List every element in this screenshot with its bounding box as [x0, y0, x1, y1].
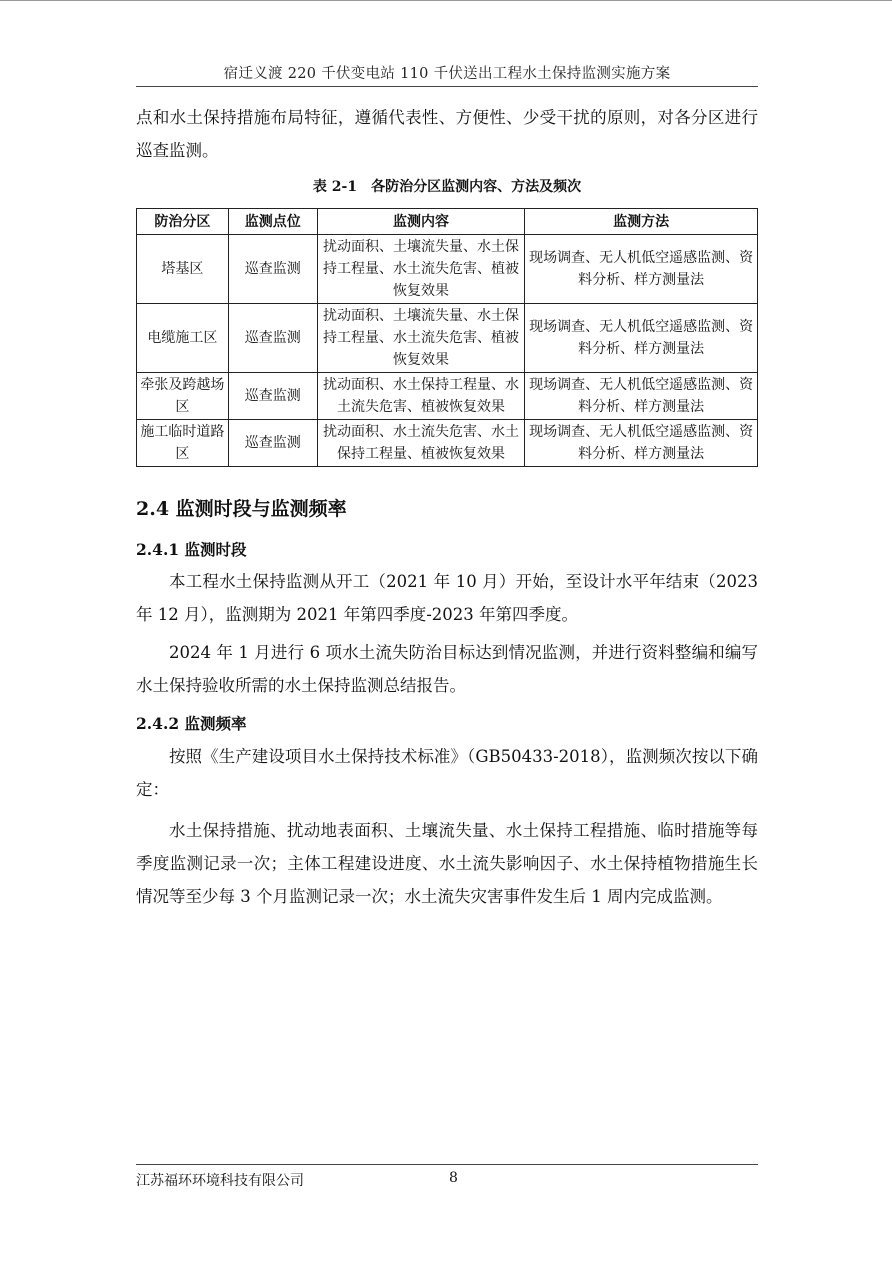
intro-paragraph: 点和水土保持措施布局特征，遵循代表性、方便性、少受干扰的原则，对各分区进行巡查监测。	[136, 108, 758, 160]
cell-zone: 施工临时道路区	[137, 420, 229, 467]
page-number: 8	[449, 1170, 458, 1186]
section-heading-2-4-2: 2.4.2 监测频率	[136, 714, 247, 733]
monitoring-frequency-paragraph-2: 水土保持措施、扰动地表面积、土壤流失量、水土保持工程措施、临时措施等每季度监测记录一次；主体工程建设进度、水土流失影响因子、水土保持植物措施生长情况等至少每 3 个月监测记录一次；水土流失灾害事件发生后 1 周内完成监测。	[136, 821, 758, 906]
table-row	[137, 420, 758, 467]
column-header-content: 监测内容	[317, 209, 525, 235]
footer-company-name: 江苏福环环境科技有限公司	[136, 1173, 304, 1189]
table-row	[137, 235, 758, 304]
table-row	[137, 373, 758, 420]
cell-content: 扰动面积、水土流失危害、水土保持工程量、植被恢复效果	[317, 420, 525, 467]
page-top-edge	[0, 0, 892, 1]
monitoring-frequency-paragraph-1: 按照《生产建设项目水土保持技术标准》（GB50433-2018），监测频次按以下确定：	[136, 747, 758, 799]
table-header-row	[137, 209, 758, 235]
cell-method: 现场调查、无人机低空遥感监测、资料分析、样方测量法	[525, 420, 758, 467]
cell-content: 扰动面积、土壤流失量、水土保持工程量、水土流失危害、植被恢复效果	[317, 235, 525, 304]
monitoring-period-paragraph-2: 2024 年 1 月进行 6 项水土流失防治目标达到情况监测，并进行资料整编和编写水土保持验收所需的水土保持监测总结报告。	[136, 643, 758, 695]
cell-point: 巡查监测	[228, 304, 317, 373]
cell-zone: 塔基区	[137, 235, 229, 304]
monitoring-period-paragraph-1: 本工程水土保持监测从开工（2021 年 10 月）开始，至设计水平年结束（2023 年 12 月），监测期为 2021 年第四季度-2023 年第四季度。	[136, 572, 758, 624]
cell-method: 现场调查、无人机低空遥感监测、资料分析、样方测量法	[525, 304, 758, 373]
column-header-point: 监测点位	[228, 209, 317, 235]
cell-point: 巡查监测	[228, 373, 317, 420]
cell-zone: 牵张及跨越场区	[137, 373, 229, 420]
page-header-title: 宿迁义渡 220 千伏变电站 110 千伏送出工程水土保持监测实施方案	[223, 66, 671, 82]
column-header-zone: 防治分区	[137, 209, 229, 235]
cell-method: 现场调查、无人机低空遥感监测、资料分析、样方测量法	[525, 235, 758, 304]
table-row	[137, 304, 758, 373]
header-divider	[136, 86, 758, 87]
footer-divider	[136, 1164, 758, 1165]
column-header-method: 监测方法	[525, 209, 758, 235]
cell-content: 扰动面积、土壤流失量、水土保持工程量、水土流失危害、植被恢复效果	[317, 304, 525, 373]
cell-zone: 电缆施工区	[137, 304, 229, 373]
section-heading-2-4-1: 2.4.1 监测时段	[136, 540, 247, 559]
cell-point: 巡查监测	[228, 235, 317, 304]
cell-point: 巡查监测	[228, 420, 317, 467]
section-heading-2-4: 2.4 监测时段与监测频率	[136, 498, 347, 520]
table-caption: 表 2-1 各防治分区监测内容、方法及频次	[312, 179, 582, 195]
cell-content: 扰动面积、水土保持工程量、水土流失危害、植被恢复效果	[317, 373, 525, 420]
cell-method: 现场调查、无人机低空遥感监测、资料分析、样方测量法	[525, 373, 758, 420]
monitoring-table	[136, 208, 758, 467]
